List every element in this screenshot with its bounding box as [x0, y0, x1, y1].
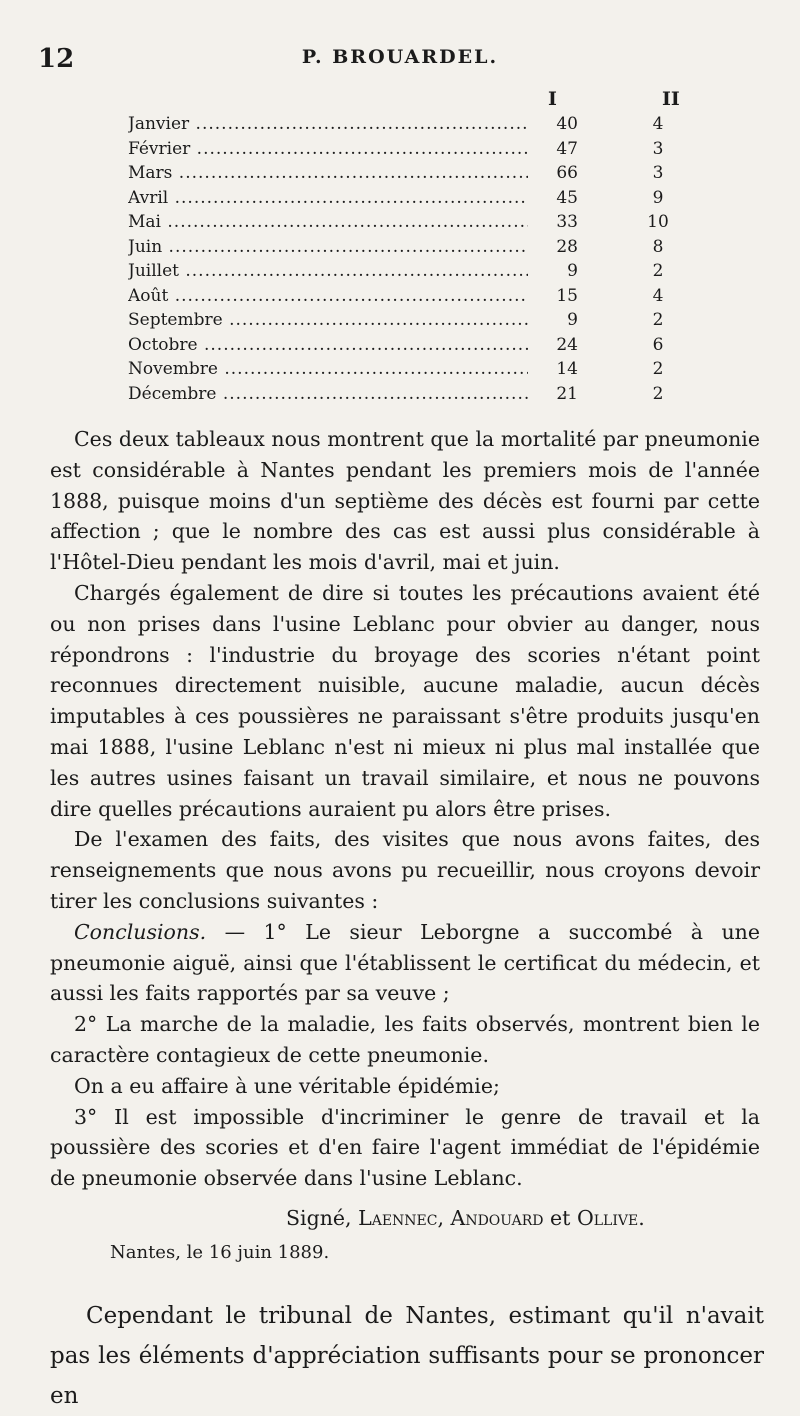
value-column-ii: 4 — [652, 114, 664, 134]
paragraph-3: De l'examen des faits, des visites que nous avons faites, des renseignements que nous avons pu recueillir, nous croyons devoir tirer les conclusions suivantes : — [50, 827, 760, 913]
value-column-ii: 2 — [652, 383, 664, 404]
table-row — [128, 308, 688, 333]
value-column-i: 28 — [528, 235, 578, 259]
conclusions-label: Conclusions. — [74, 919, 207, 944]
table-row — [128, 333, 688, 358]
month-label: Juillet ..... — [128, 259, 528, 283]
month-label: Janvier ..... — [128, 112, 528, 136]
value-column-i: 14 — [528, 357, 578, 381]
running-title: P. BROUARDEL. — [301, 46, 499, 68]
signature-line — [286, 1206, 645, 1230]
value-column-i: 66 — [528, 161, 578, 185]
value-column-i: 21 — [528, 382, 578, 406]
value-column-i: 45 — [528, 186, 578, 210]
table-row — [128, 235, 688, 260]
table-row — [128, 112, 688, 137]
value-column-ii: 2 — [652, 359, 664, 379]
paragraph-7: 3° Il est impossible d'incriminer le genre de travail et la poussière des scories et d'en faire l'agent immédiat de l'épidémie de pneumonie observée dans l'usine Leblanc. — [50, 1104, 760, 1191]
value-column-i: 9 — [528, 308, 578, 332]
value-column-i: 15 — [528, 284, 578, 308]
table-row — [128, 284, 688, 309]
table-row — [128, 210, 688, 235]
mortality-table — [128, 112, 688, 406]
column-header-i: I — [548, 88, 557, 110]
month-label: Avril ..... — [128, 186, 528, 210]
month-label: Mai ..... — [128, 210, 528, 234]
table-row — [128, 382, 688, 407]
next-paragraph — [50, 1296, 764, 1416]
paragraph-1: Ces deux tableaux nous montrent que la mortalité par pneumonie est considérable à Nantes pendant les premiers mois de l'année 1888, puisque moins d'un septième des décès est fourni par cette affection ; que le nombre des cas est aussi plus considérable à l'Hôtel-Dieu pendant les mois d'avril, mai et juin. — [50, 427, 760, 575]
value-column-ii: 2 — [652, 310, 664, 330]
value-column-ii: 3 — [652, 163, 664, 183]
value-column-ii: 9 — [652, 187, 664, 208]
value-column-i: 9 — [528, 259, 578, 283]
page-number: 12 — [38, 44, 75, 74]
signatory-1: Laennec — [358, 1206, 438, 1230]
month-label: Décembre ..... — [128, 382, 528, 406]
date-line: Nantes, le 16 juin 1889. — [110, 1242, 330, 1263]
signature-separator-2: et — [543, 1206, 577, 1230]
value-column-ii: 10 — [647, 212, 669, 232]
paragraph-5: 2° La marche de la maladie, les faits observés, montrent bien le caractère contagieux de cette pneumonie. — [50, 1012, 760, 1067]
paragraph-conclusions — [50, 917, 760, 1009]
month-label: Juin ..... — [128, 235, 528, 259]
month-label: Mars ..... — [128, 161, 528, 185]
month-label: Février ..... — [128, 137, 528, 161]
value-column-i: 40 — [528, 112, 578, 136]
paragraph-bottom: Cependant le tribunal de Nantes, estimant qu'il n'avait pas les éléments d'appréciation suffisants pour se prononcer en — [50, 1303, 764, 1409]
value-column-ii: 3 — [652, 138, 664, 159]
signatory-3: Ollive — [576, 1206, 639, 1230]
value-column-ii: 6 — [652, 334, 664, 355]
signature-prefix: Signé, — [286, 1206, 359, 1230]
signature-separator-1: , — [437, 1206, 451, 1230]
month-label: Novembre ..... — [128, 357, 528, 381]
value-column-ii: 2 — [652, 261, 664, 281]
signature-end: . — [638, 1206, 645, 1230]
table-row — [128, 357, 688, 382]
table-row — [128, 161, 688, 186]
conclusion-1: — 1° Le sieur Leborgne a succombé à une pneumonie aiguë, ainsi que l'établissent le certificat du médecin, et aussi les faits rapportés par sa veuve ; — [50, 919, 760, 1006]
table-row — [128, 186, 688, 211]
value-column-i: 47 — [528, 137, 578, 161]
value-column-ii: 8 — [652, 236, 664, 257]
month-label: Octobre ..... — [128, 333, 528, 357]
month-label: Septembre ..... — [128, 308, 528, 332]
value-column-i: 33 — [528, 210, 578, 234]
table-row — [128, 137, 688, 162]
value-column-i: 24 — [528, 333, 578, 357]
body-text — [50, 424, 760, 1194]
signatory-2: Andouard — [450, 1206, 544, 1230]
value-column-ii: 4 — [652, 285, 664, 306]
column-header-ii: II — [662, 88, 680, 110]
paragraph-2: Chargés également de dire si toutes les précautions avaient été ou non prises dans l'usine Leblanc pour obvier au danger, nous répondrons : l'industrie du broyage des scories n'étant point reconnues directement nuisible, aucune maladie, aucun décès imputables à ces poussières ne paraissant s'être produits jusqu'en mai 1888, l'usine Leblanc n'est ni mieux ni plus mal installée que les autres usines faisant un travail similaire, et nous ne pouvons dire quelles précautions auraient pu alors être prises. — [50, 580, 760, 821]
month-label: Août ..... — [128, 284, 528, 308]
table-row — [128, 259, 688, 284]
paragraph-6: On a eu affaire à une véritable épidémie; — [74, 1073, 500, 1098]
